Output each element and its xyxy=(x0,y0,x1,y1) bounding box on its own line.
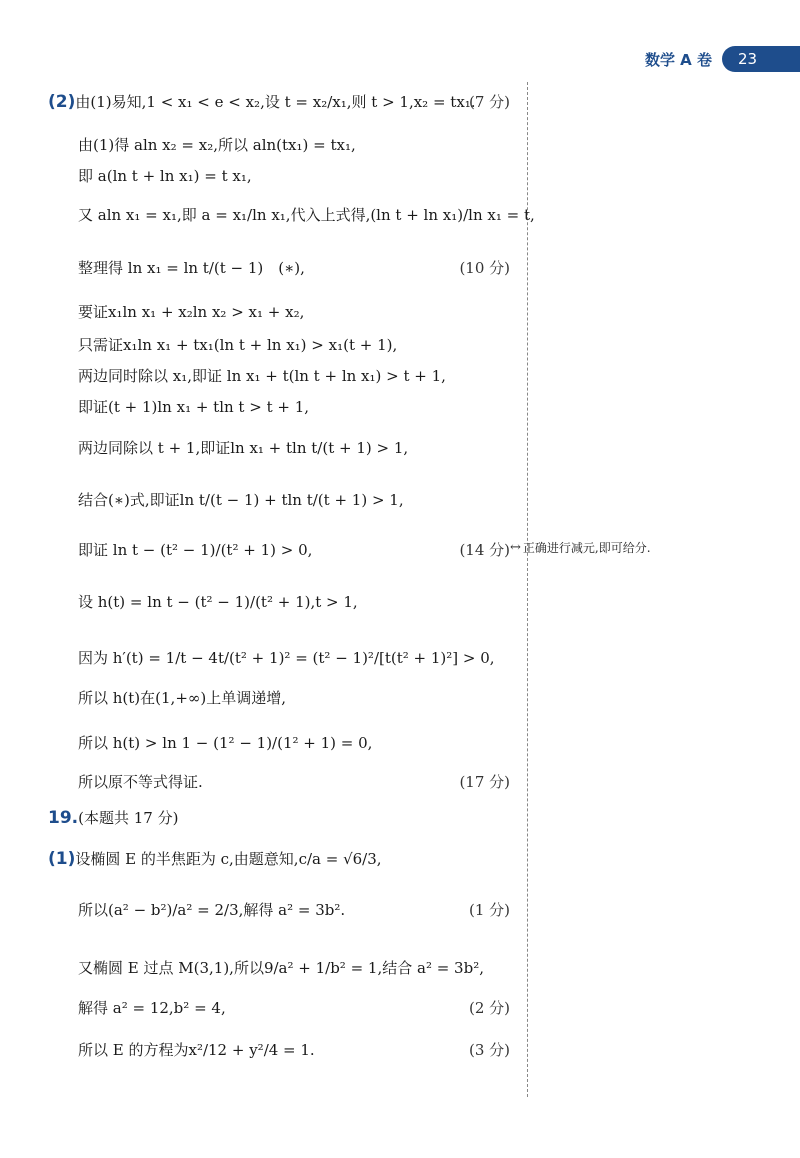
part-label: 19. xyxy=(48,808,79,828)
solution-line xyxy=(78,958,484,978)
line-text: 结合(∗)式,即证ln t/(t − 1) + tln t/(t + 1) > 1, xyxy=(78,491,404,509)
line-text: 两边同时除以 x₁,即证 ln x₁ + t(ln t + ln x₁) > t + 1, xyxy=(78,367,446,385)
line-text: 整理得 ln x₁ = ln t/(t − 1) (∗), xyxy=(78,259,305,277)
subject-title: 数学 A 卷 xyxy=(644,50,712,69)
part-label: (2) xyxy=(48,92,76,112)
solution-line xyxy=(48,849,382,869)
line-text: 所以 h(t)在(1,+∞)上单调递增, xyxy=(78,689,287,707)
line-text: 所以(a² − b²)/a² = 2/3,解得 a² = 3b². xyxy=(78,901,346,919)
line-text: 解得 a² = 12,b² = 4, xyxy=(78,999,226,1017)
score-label: (2 分) xyxy=(468,999,510,1017)
margin-divider xyxy=(527,82,528,1097)
solution-line xyxy=(78,258,305,278)
line-text: 由(1)得 aln x₂ = x₂,所以 aln(tx₁) = tx₁, xyxy=(78,136,356,154)
line-text: (本题共 17 分) xyxy=(78,809,179,827)
line-text: 只需证x₁ln x₁ + tx₁(ln t + ln x₁) > x₁(t + 1), xyxy=(78,336,398,354)
part-label: (1) xyxy=(48,849,76,869)
line-text: 所以 E 的方程为x²/12 + y²/4 = 1. xyxy=(78,1041,315,1059)
score-label: (3 分) xyxy=(468,1041,510,1059)
solution-line xyxy=(78,998,226,1018)
line-text: 因为 h′(t) = 1/t − 4t/(t² + 1)² = (t² − 1)²/[t(t² + 1)²] > 0, xyxy=(78,649,495,667)
score-label: (7 分) xyxy=(468,93,510,111)
page-number: 23 xyxy=(722,46,800,72)
solution-line xyxy=(78,490,404,510)
solution-line xyxy=(78,688,286,708)
score-label: (1 分) xyxy=(468,901,510,919)
line-text: 设 h(t) = ln t − (t² − 1)/(t² + 1),t > 1, xyxy=(78,593,358,611)
solution-line xyxy=(78,302,304,322)
solution-line xyxy=(78,397,309,417)
line-text: 即证 ln t − (t² − 1)/(t² + 1) > 0, xyxy=(78,541,313,559)
line-text: 即证(t + 1)ln x₁ + tln t > t + 1, xyxy=(78,398,310,416)
solution-line xyxy=(78,648,495,668)
solution-line xyxy=(78,135,356,155)
solution-line xyxy=(78,592,358,612)
line-text: 设椭圆 E 的半焦距为 c,由题意知,c/a = √6/3, xyxy=(75,850,382,868)
line-text: 由(1)易知,1 < x₁ < e < x₂,设 t = x₂/x₁,则 t > 1,x₂ = tx₁. xyxy=(75,93,476,111)
margin-note xyxy=(510,539,651,556)
solution-line xyxy=(78,366,446,386)
solution-line xyxy=(78,733,372,753)
solution-line xyxy=(78,1040,315,1060)
line-text: 即 a(ln t + ln x₁) = t x₁, xyxy=(78,167,252,185)
page-header xyxy=(645,44,800,74)
solution-line xyxy=(78,205,535,225)
solution-line xyxy=(78,900,345,920)
solution-line xyxy=(78,335,397,355)
solution-line xyxy=(78,438,408,458)
line-text: 所以 h(t) > ln 1 − (1² − 1)/(1² + 1) = 0, xyxy=(78,734,373,752)
solution-line xyxy=(78,772,203,792)
solution-line xyxy=(78,166,252,186)
line-text: 两边同除以 t + 1,即证ln x₁ + tln t/(t + 1) > 1, xyxy=(78,439,409,457)
arrow-icon: ↔ xyxy=(510,540,521,555)
line-text: 又椭圆 E 过点 M(3,1),所以9/a² + 1/b² = 1,结合 a² = 3b², xyxy=(78,959,484,977)
line-text: 要证x₁ln x₁ + x₂ln x₂ > x₁ + x₂, xyxy=(78,303,305,321)
margin-note-text: 正确进行减元,即可给分. xyxy=(522,541,651,555)
solution-line xyxy=(48,808,178,828)
line-text: 所以原不等式得证. xyxy=(78,773,203,791)
line-text: 又 aln x₁ = x₁,即 a = x₁/ln x₁,代入上式得,(ln t + ln x₁)/ln x₁ = t, xyxy=(78,206,535,224)
solution-line xyxy=(48,92,476,112)
score-label: (14 分) xyxy=(459,541,510,559)
score-label: (17 分) xyxy=(459,773,510,791)
solution-line xyxy=(78,540,312,560)
score-label: (10 分) xyxy=(459,259,510,277)
